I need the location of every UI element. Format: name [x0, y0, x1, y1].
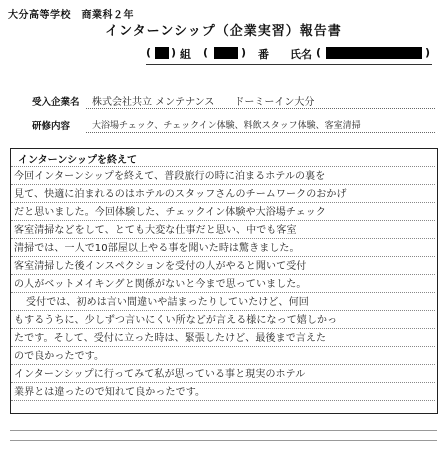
- report-line: 客室清掃した後インスペクションを受付の人がやると聞いて受付: [14, 261, 307, 272]
- company-underline: [86, 108, 435, 109]
- report-line: 業界とは違ったので知れて良かったです。: [14, 387, 206, 398]
- redacted-student-name: [326, 47, 422, 59]
- paren-close: ): [425, 46, 431, 59]
- paren-open: (: [203, 46, 209, 59]
- paren-close: ): [241, 46, 247, 59]
- report-line: たです。そして、受付に立った時は、緊張したけど、最後まで言えた: [14, 333, 327, 344]
- report-line: ので良かったです。: [14, 351, 105, 362]
- company-label: 受入企業名: [32, 97, 80, 108]
- paren-open: (: [146, 46, 152, 59]
- report-line: インターンシップに行ってみて私が思っている事と現実のホテル: [14, 369, 306, 380]
- training-value: 大浴場チェック、チェックイン体験、料飲スタッフ体験、客室清掃: [92, 121, 361, 131]
- paren-close: ): [171, 46, 177, 59]
- report-line: 今回インターンシップを終えて、普段旅行の時に泊まるホテルの裏を: [14, 171, 326, 182]
- student-id-line: [0, 46, 447, 62]
- page-title: インターンシップ（企業実習）報告書: [105, 24, 342, 39]
- training-label: 研修内容: [32, 121, 71, 132]
- company-value: 株式会社共立 メンテナンス ドーミーイン大分: [92, 97, 315, 108]
- ruled-line: [11, 400, 435, 401]
- footer-rule: [10, 430, 437, 431]
- report-line: 受付では、初めは言い間違いや詰まったりしていたけど、何回: [26, 297, 309, 308]
- redacted-class-number: [214, 47, 238, 59]
- report-line: もするうちに、少しずつ言いにくい所などが言える様になって嬉しかっ: [14, 315, 338, 326]
- report-line: の人がベットメイキングと関係がないと今まで思っていました。: [14, 279, 307, 290]
- training-underline: [86, 132, 435, 133]
- report-line: だと思いました。今回体験した、チェックイン体験や大浴場チェック: [14, 207, 326, 218]
- report-line: 客室清掃などをして、とても大変な仕事だと思い、中でも客室: [14, 225, 297, 236]
- school-name: 大分高等学校 商業科２年: [8, 10, 134, 21]
- shimei-label: 氏名: [290, 48, 312, 61]
- ban-label: 番: [258, 48, 269, 61]
- report-line: 清掃では、一人で10部屋以上やる事を聞いた時は驚きました。: [14, 243, 300, 254]
- footer-rule: [10, 440, 437, 441]
- redacted-class-year: [155, 47, 169, 59]
- kumi-label: 組: [180, 48, 191, 61]
- report-line: 見て、快適に泊まれるのはホテルのスタッフさんのチームワークのおかげ: [14, 189, 347, 200]
- report-heading: インターンシップを終えて: [18, 155, 137, 166]
- paren-open: (: [316, 46, 322, 59]
- id-underline: [146, 64, 432, 65]
